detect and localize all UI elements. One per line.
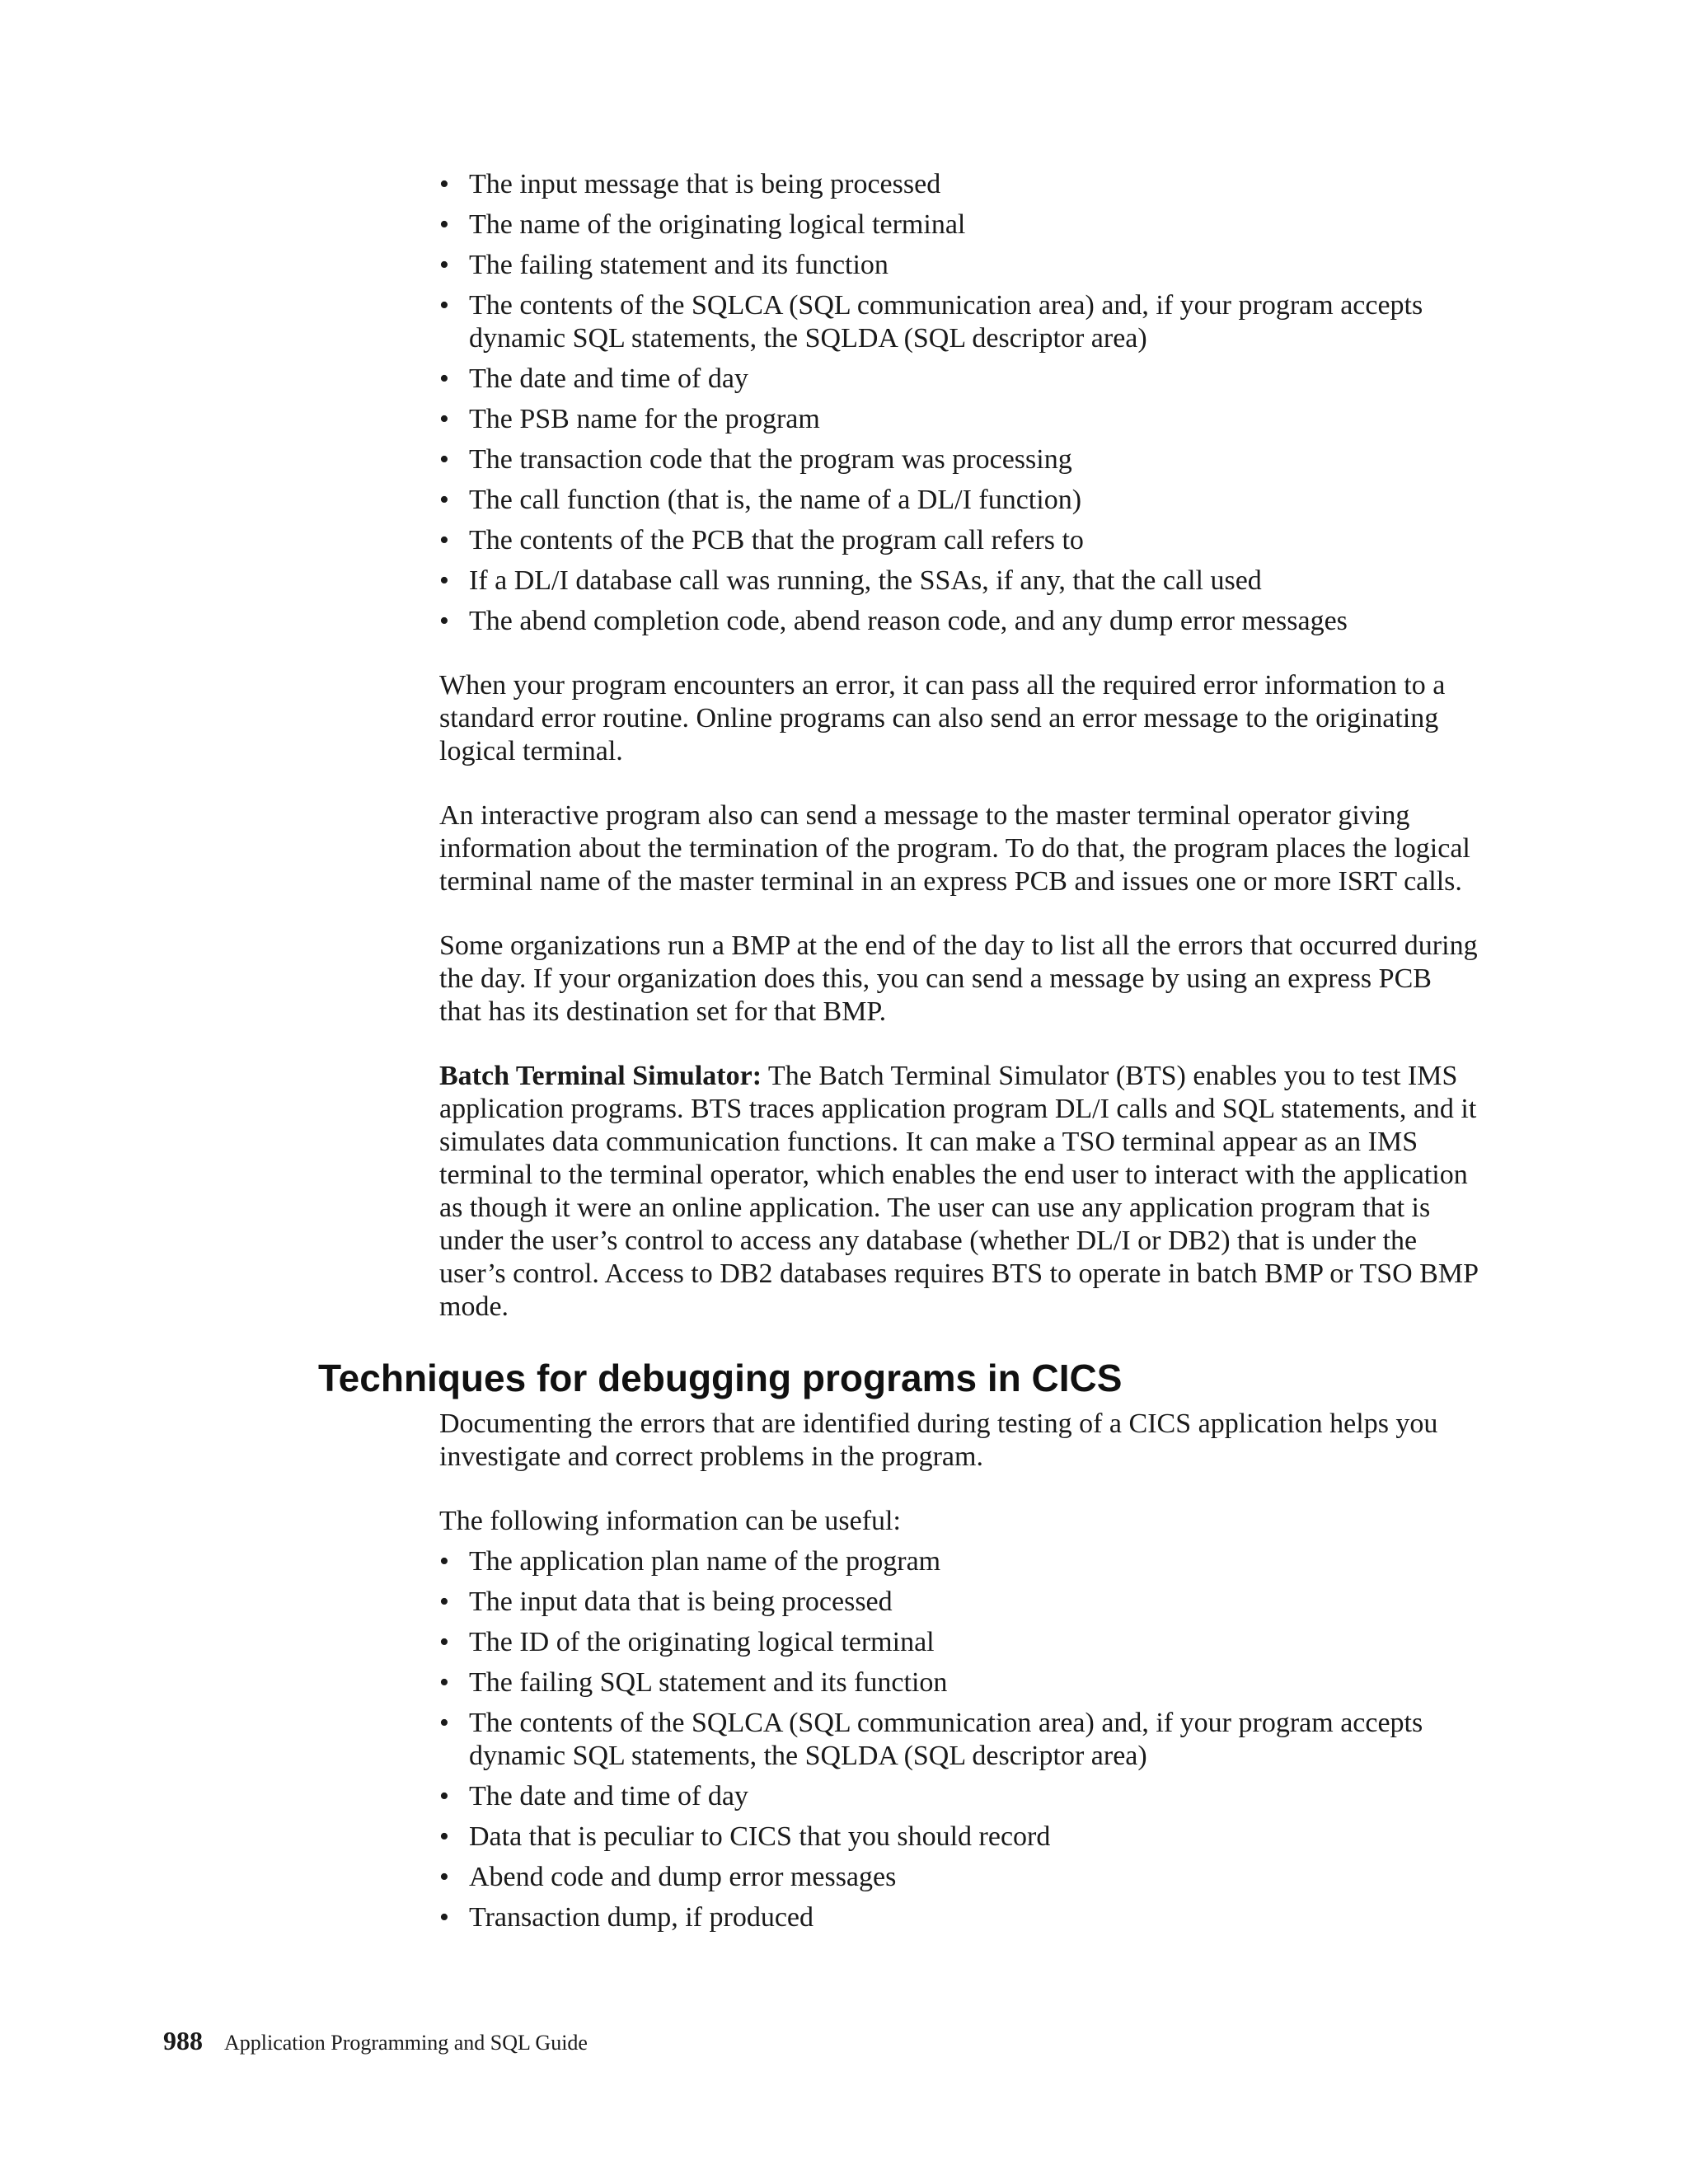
- paragraph-master-terminal: An interactive program also can send a message to the master terminal operator giving information about the termination of the program. To do that, the program places the logical terminal name of the master terminal in an express PCB and issues one or more ISRT calls.: [439, 800, 1470, 897]
- paragraph-bts: [439, 1060, 1478, 1324]
- ims-error-info-list: [439, 168, 1478, 638]
- cics-error-info-list: [439, 1545, 1478, 1934]
- list-item: • The abend completion code, abend reason code, and any dump error messages: [439, 605, 1478, 638]
- paragraph-cics-intro: Documenting the errors that are identified during testing of a CICS application helps you investigate and correct problems in the program.: [439, 1408, 1438, 1472]
- paragraph-bmp: Some organizations run a BMP at the end of the day to list all the errors that occurred during the day. If your organization does this, you can send a message by using an express PCB that has its destination set for that BMP.: [439, 930, 1478, 1027]
- page-number: 988: [163, 2026, 203, 2055]
- list-item: • The failing statement and its function: [439, 249, 1478, 282]
- list-item: • Transaction dump, if produced: [439, 1901, 1478, 1934]
- list-item: • The date and time of day: [439, 1780, 1478, 1813]
- list-item: • If a DL/I database call was running, the SSAs, if any, that the call used: [439, 565, 1478, 598]
- bts-text: The Batch Terminal Simulator (BTS) enables you to test IMS application programs. BTS traces application program DL/I calls and SQL statements, and it simulates data communication functions. It can make a TSO terminal appear as an IMS terminal to the terminal operator, which enables the end user to interact with the application as though it were an online application. The user can use any application program that is under the user’s control to access any database (whether DL/I or DB2) that is under the user’s control. Access to DB2 databases requires BTS to operate in batch BMP or TSO BMP mode.: [439, 1061, 1478, 1322]
- paragraph-useful-info: The following information can be useful:: [439, 1506, 901, 1536]
- list-item: • Data that is peculiar to CICS that you should record: [439, 1821, 1478, 1854]
- bts-label: Batch Terminal Simulator:: [439, 1061, 762, 1091]
- list-item: • The contents of the SQLCA (SQL communication area) and, if your program accepts dynamic SQL statements, the SQLDA (SQL descriptor area): [439, 289, 1478, 355]
- list-item: • The input message that is being processed: [439, 168, 1478, 201]
- list-item: • The transaction code that the program was processing: [439, 443, 1478, 476]
- list-item: • Abend code and dump error messages: [439, 1861, 1478, 1894]
- page-body: [318, 168, 1478, 1942]
- book-title: Application Programming and SQL Guide: [224, 2031, 588, 2055]
- list-item: • The application plan name of the program: [439, 1545, 1478, 1578]
- list-item: • The call function (that is, the name of a DL/I function): [439, 484, 1478, 517]
- list-item: • The PSB name for the program: [439, 403, 1478, 436]
- list-item: • The input data that is being processed: [439, 1586, 1478, 1619]
- list-item: • The ID of the originating logical terminal: [439, 1626, 1478, 1659]
- section-heading: Techniques for debugging programs in CICS: [318, 1357, 1123, 1399]
- list-item: • The failing SQL statement and its function: [439, 1666, 1478, 1699]
- list-item: • The contents of the PCB that the program call refers to: [439, 524, 1478, 557]
- page-footer: [163, 2027, 588, 2057]
- paragraph-error-routine: When your program encounters an error, it can pass all the required error information to a standard error routine. Online programs can also send an error message to the originating logical terminal.: [439, 670, 1446, 766]
- list-item: • The date and time of day: [439, 363, 1478, 396]
- list-item: • The contents of the SQLCA (SQL communication area) and, if your program accepts dynamic SQL statements, the SQLDA (SQL descriptor area): [439, 1707, 1478, 1773]
- list-item: • The name of the originating logical terminal: [439, 209, 1478, 241]
